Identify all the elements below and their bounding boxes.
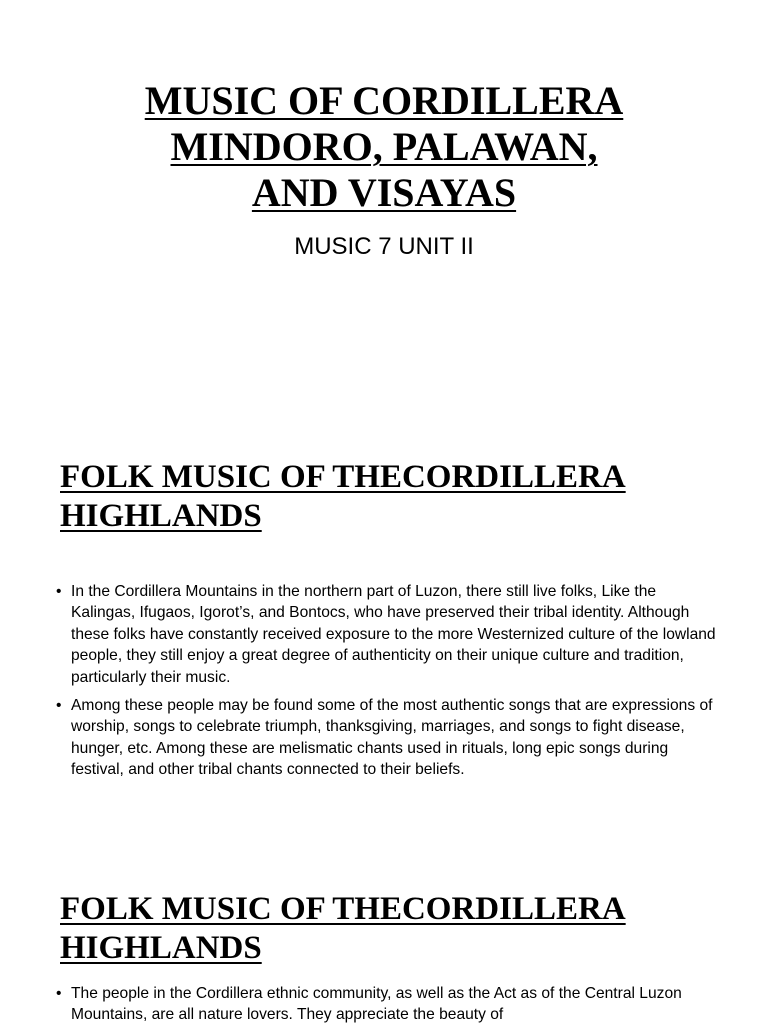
slide-2-heading xyxy=(60,458,740,536)
slide-3-heading xyxy=(60,890,740,968)
bullet-dot-icon: • xyxy=(56,985,62,1002)
title-slide xyxy=(0,0,768,400)
slide-3-heading-line-1: FOLK MUSIC OF THECORDILLERA xyxy=(60,891,626,927)
content-slide-3 xyxy=(0,832,768,1024)
bullet-dot-icon: • xyxy=(56,697,62,715)
slide-3-heading-line-2: HIGHLANDS xyxy=(60,930,262,966)
bullet-text: Among these people may be found some of the most authentic songs that are expressions of worship, songs to celebrate triumph, thanksgiving, marriages, and songs to fight disease, hunger, etc. Among these are melismatic chants used in rituals, long epic songs during festival, and other tribal chants connected to their beliefs. xyxy=(71,697,713,779)
bullet-text: In the Cordillera Mountains in the northern part of Luzon, there still live folks, Like the Kalingas, Ifugaos, Igorot’s, and Bontocs, who have preserved their tribal identity. Although these folks have constantly received exposure to the more Westernized culture of the lowland people, they still enjoy a great degree of authenticity on their unique culture and tradition, particularly their music. xyxy=(71,583,716,686)
slide-2-heading-line-2: HIGHLANDS xyxy=(60,498,262,534)
title-line-1: MUSIC OF CORDILLERA xyxy=(144,78,624,123)
slide-2-bullet-list xyxy=(56,581,716,788)
bullet-item xyxy=(56,581,716,688)
bullet-dot-icon: • xyxy=(56,583,62,600)
slide-2-heading-line-1: FOLK MUSIC OF THECORDILLERA xyxy=(60,459,626,495)
title-line-2: MINDORO, PALAWAN, xyxy=(170,124,598,169)
slide-3-bullet-list xyxy=(56,983,716,1024)
content-slide-2 xyxy=(0,400,768,800)
title-line-3: AND VISAYAS xyxy=(251,170,517,215)
presentation-title xyxy=(0,78,768,216)
bullet-item xyxy=(56,695,716,781)
bullet-item xyxy=(56,983,716,1024)
presentation-subtitle: MUSIC 7 UNIT II xyxy=(294,233,474,260)
bullet-text: The people in the Cordillera ethnic community, as well as the Act as of the Central Luzon Mountains, are all nature lovers. They appreciate the beauty of xyxy=(71,985,682,1024)
